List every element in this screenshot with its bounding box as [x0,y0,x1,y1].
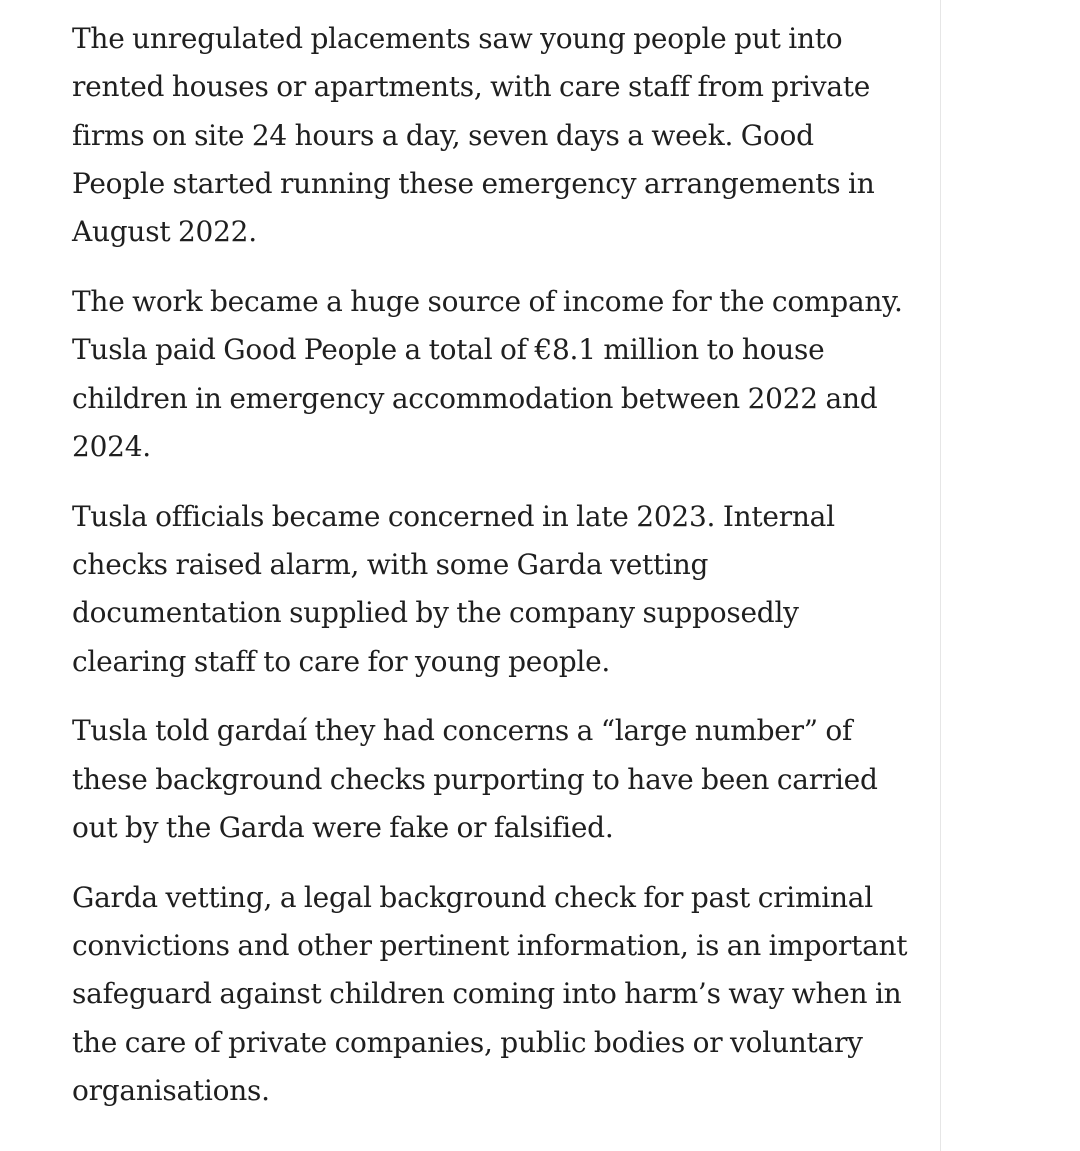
article-paragraph: Garda vetting, a legal background check for past criminal convictions and other pertinent information, is an important safeguard against children coming into harm’s way when in the care of private companies, public bodies or voluntary organisations. [72,880,908,1107]
sidebar-divider [940,0,941,1151]
article-body [72,15,912,1137]
article-paragraph: The work became a huge source of income for the company. Tusla paid Good People a total of €8.1 million to house children in emergency accommodation between 2022 and 2024. [72,284,903,463]
article-paragraph: The unregulated placements saw young people put into rented houses or apartments, with care staff from private firms on site 24 hours a day, seven days a week. Good People started running these emergency arrangements in August 2022. [72,22,875,249]
article-paragraph: Tusla told gardaí they had concerns a “large number” of these background checks purporting to have been carried out by the Garda were fake or falsified. [72,714,878,844]
article-paragraph: Tusla officials became concerned in late 2023. Internal checks raised alarm, with some Garda vetting documentation supplied by the company supposedly clearing staff to care for young people. [72,499,835,678]
